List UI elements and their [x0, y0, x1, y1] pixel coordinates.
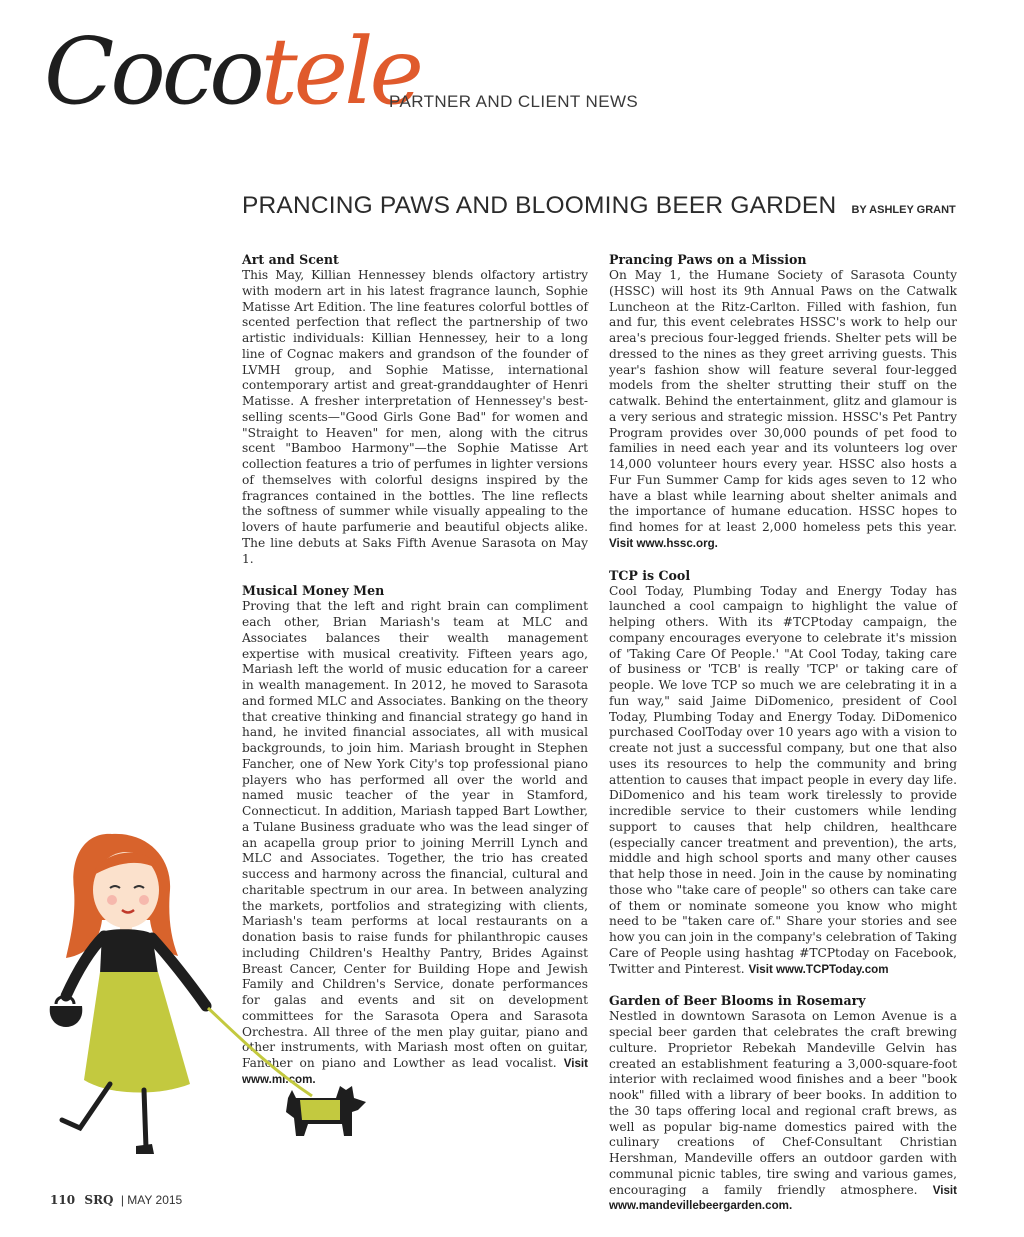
right-cheek [139, 895, 149, 905]
article-title: Musical Money Men [242, 583, 385, 599]
right-leg [144, 1090, 146, 1148]
logo-part-dark: Coco [44, 18, 261, 125]
page-footer [50, 1193, 182, 1207]
logo [44, 18, 420, 125]
article-body: Proving that the left and right brain can compliment each other, Brian Mariash's team at MLC and Associates balances their wealth management expertise with musical creativity. Fifteen years ago, Mariash left the world of music education for a career in wealth management. In 2012, he moved to Sarasota and formed MLC and Associates. Banking on the theory that creative thinking and financial strategy go hand in hand, he invited financial associates, all with musical backgrounds, to join him. Mariash brought in Stephen Fancher, one of New York City's top professional piano players who has performed all over the world and named music teacher of the year in Stamford, Connecticut. In addition, Mariash tapped Bart Lowther, a Tulane Business graduate who was the lead singer of an acapella group prior to joining Merrill Lynch and MLC and Associates. Together, the trio has created success and harmony across the financial, cultural and charitable spectrum in our area. In between analyzing the markets, portfolios and strategizing with clients, Mariash's team performs at local restaurants on a donation basis to raise funds for philanthropic causes including Children's Healthy Pantry, Brides Against Breast Cancer, Center for Building Hope and Jewish Family and Children's Service, donate performances for galas and events and sit on development committees for the Sarasota Opera and Sarasota Orchestra. All three of the men play guitar, piano and other instruments, with Mariash most often on guitar, Fancher on piano and Lowther as lead vocalist. [242, 599, 589, 1070]
skirt [84, 972, 190, 1093]
shoe [136, 1144, 154, 1154]
purse [50, 1006, 83, 1027]
article-art-and-scent [242, 252, 588, 567]
article-link[interactable]: Visit www.hssc.org. [609, 536, 718, 550]
article-body-wrapper [609, 584, 957, 978]
article-title: Garden of Beer Blooms in Rosemary [609, 993, 866, 1009]
left-leg [62, 1084, 110, 1128]
article-body: This May, Killian Hennessey blends olfactory artistry with modern art in his latest fragrance launch, Sophie Matisse Art Edition. The line features colorful bottles of scented perfection that reflect the partnership of two artistic individuals: Killian Hennessey, heir to a long line of Cognac makers and grandson of the founder of LVMH group, and Sophie Matisse, international contemporary artist and great-granddaughter of Henri Matisse. A fresher interpretation of Hennessey's best-selling scents—"Good Girls Gone Bad" for women and "Straight to Heaven" for men, along with the citrus scent "Bamboo Harmony"—the Sophie Matisse Art collection features a trio of perfumes in lighter versions of themselves with colorful designs inspired by the fragrances contained in the bottles. The line reflects the softness of summer while visually appealing to the lovers of haute parfumerie and beautiful objects alike. The line debuts at Saks Fifth Avenue Sarasota on May 1. [242, 268, 588, 566]
scottie-dog [286, 1086, 366, 1136]
leash [208, 1008, 312, 1096]
issue-date: | MAY 2015 [120, 1193, 183, 1207]
article-link[interactable]: Visit www.ml.com. [242, 1057, 589, 1086]
article-title: Art and Scent [242, 252, 339, 267]
article-body: Cool Today, Plumbing Today and Energy Today has launched a cool campaign to highlight the value of helping others. With its #TCPtoday campaign, the company encourages everyone to celebrate it's mission of 'Taking Care Of People.' "At Cool Today, taking care of business or 'TCB' is really 'TCP' or taking care of people. We love TCP so much we are celebrating it in a fun way," said Jaime DiDomenico, president of Cool Today, Plumbing Today and Energy Today. DiDomenico purchased CoolToday over 10 years ago with a vision to create not just a successful company, but one that also uses its resources to help the community and bring attention to causes that impact people in every day life. DiDomenico and his team work tirelessly to provide incredible service to their customers while lending support to causes that help children, healthcare (especially cancer treatment and prevention), the arts, middle and high school sports and many other causes that help those in need. Join in the cause by nominating those who "take care of people" so others can take care of them or nominate someone you know who might need to be "taken care of." Share your stories and see how you can join in the company's celebration of Taking Care of People using hashtag #TCPtoday on Facebook, Twitter and Pinterest. [609, 583, 957, 976]
girl-figure [50, 834, 206, 1154]
article-title: Prancing Paws on a Mission [609, 252, 807, 267]
article-body: Nestled in downtown Sarasota on Lemon Avenue is a special beer garden that celebrates the craft brewing culture. Proprietor Rebekah Mandeville Gelvin has created an establishment featuring a 3,000-square-foot interior with reclaimed wood finishes and a beer "book nook" filled with a library of beer books. In addition to the 30 taps offering local and regional craft brews, as well as popular big-name domestics paired with the culinary creations of Chef-Consultant Christian Hershman, Mandeville offers an outdoor garden with communal picnic tables, tire swing and various games, encouraging a family friendly atmosphere. [609, 1009, 957, 1197]
article-tcp-is-cool [609, 568, 957, 978]
article-link[interactable]: Visit www.mandevillebeergarden.com. [609, 1183, 958, 1213]
dog-sweater [300, 1100, 340, 1120]
byline: BY ASHLEY GRANT [851, 204, 956, 216]
right-column [609, 252, 957, 1230]
page-title: PRANCING PAWS AND BLOOMING BEER GARDEN [242, 192, 837, 219]
article-title: TCP is Cool [609, 567, 691, 583]
article-link[interactable]: Visit www.TCPToday.com [748, 962, 889, 976]
logo-part-accent: tele [260, 18, 420, 125]
article-beer-garden [609, 993, 957, 1214]
article-prancing-paws [609, 252, 957, 552]
page-number: 110 [50, 1193, 76, 1207]
article-body: On May 1, the Humane Society of Sarasota County (HSSC) will host its 9th Annual Paws on the Catwalk Luncheon at the Ritz-Carlton. Filled with fashion, fun and fur, this event celebrates HSSC's work to help our area's precious four-legged friends. Shelter pets will be dressed to the nines as they greet arriving guests. This year's fashion show will feature several four-legged models from the shelter strutting their stuff on the catwalk. Behind the entertainment, glitz and glamour is a very serious and strategic mission. HSSC's Pet Pantry Program provides over 30,000 pounds of pet food to families in need each year and its volunteers log over 14,000 volunteer hours every year. HSSC also hosts a Fur Fun Summer Camp for kids ages seven to 12 who have a blast while learning about shelter animals and the importance of humane education. HSSC hopes to find homes for at least 2,000 homeless pets this year. [609, 268, 957, 534]
girl-walking-dog-illustration [40, 828, 380, 1168]
section-label: PARTNER AND CLIENT NEWS [389, 92, 639, 111]
left-cheek [107, 895, 117, 905]
magazine-name: SRQ [84, 1193, 114, 1207]
article-body-wrapper [609, 1009, 957, 1214]
article-body-wrapper [609, 268, 957, 552]
headline-row [242, 192, 956, 220]
